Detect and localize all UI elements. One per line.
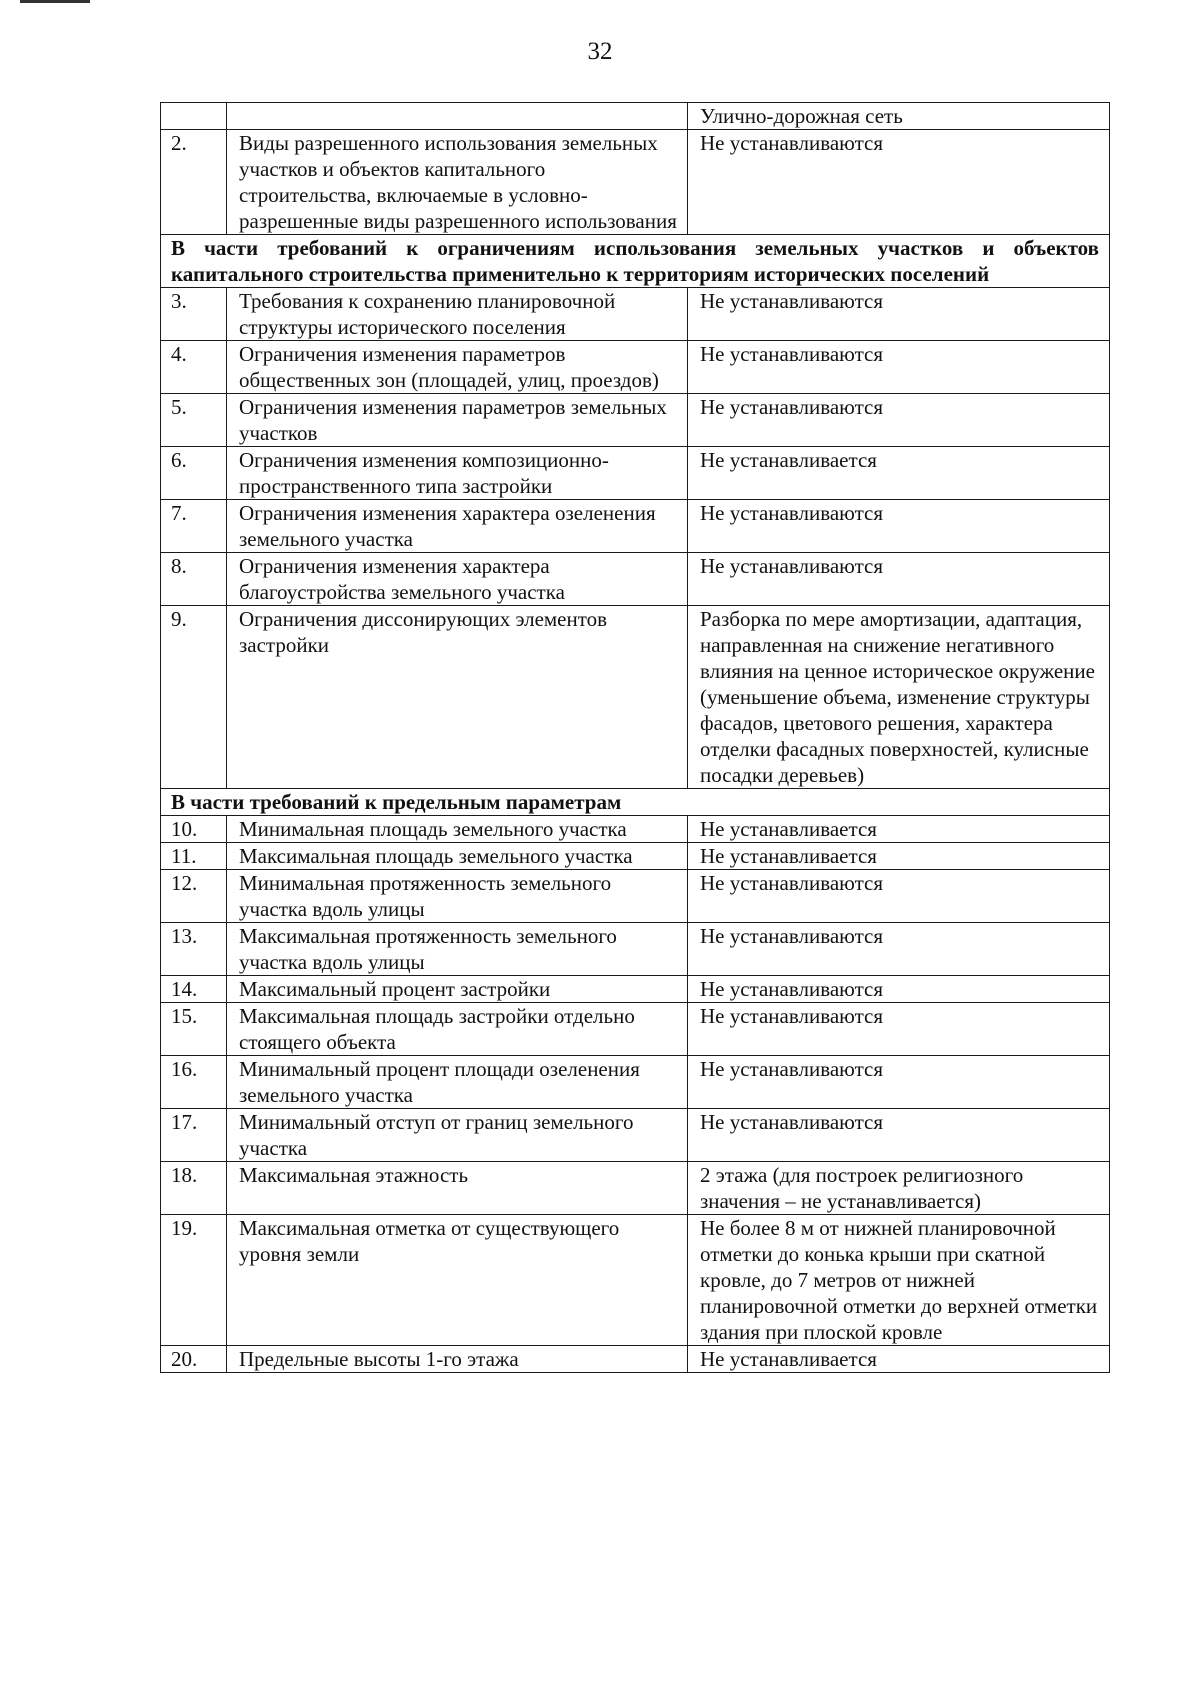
row-number: 20. — [161, 1346, 227, 1373]
row-value: Не устанавливаются — [688, 870, 1110, 923]
table-row — [161, 553, 1110, 606]
table-row — [161, 923, 1110, 976]
table-row — [161, 1162, 1110, 1215]
row-parameter: Минимальный отступ от границ земельного участка — [227, 1109, 688, 1162]
row-value: Не устанавливаются — [688, 553, 1110, 606]
row-parameter: Минимальная площадь земельного участка — [227, 816, 688, 843]
row-number: 18. — [161, 1162, 227, 1215]
row-value: Не устанавливается — [688, 816, 1110, 843]
row-parameter: Ограничения диссонирующих элементов застройки — [227, 606, 688, 789]
row-number: 5. — [161, 394, 227, 447]
row-value: Не устанавливаются — [688, 341, 1110, 394]
table-row — [161, 1003, 1110, 1056]
row-value: Разборка по мере амортизации, адаптация, направленная на снижение негативного влияния на ценное историческое окружение (уменьшение объема, изменение структуры фасадов, цветового решения, характера отделки фасадных поверхностей, кулисные посадки деревьев) — [688, 606, 1110, 789]
row-value: Не устанавливаются — [688, 1056, 1110, 1109]
table-row — [161, 130, 1110, 235]
table-row — [161, 606, 1110, 789]
row-parameter: Максимальная протяженность земельного участка вдоль улицы — [227, 923, 688, 976]
row-value: Не устанавливаются — [688, 130, 1110, 235]
row-value: Не устанавливается — [688, 447, 1110, 500]
row-number: 7. — [161, 500, 227, 553]
row-parameter: Предельные высоты 1-го этажа — [227, 1346, 688, 1373]
table-row — [161, 1346, 1110, 1373]
row-number: 14. — [161, 976, 227, 1003]
row-parameter: Максимальная площадь застройки отдельно стоящего объекта — [227, 1003, 688, 1056]
row-number — [161, 103, 227, 130]
row-value: Не устанавливаются — [688, 923, 1110, 976]
row-number: 6. — [161, 447, 227, 500]
row-parameter: Требования к сохранению планировочной структуры исторического поселения — [227, 288, 688, 341]
table-row — [161, 976, 1110, 1003]
section-heading-limits: В части требований к предельным параметрам — [161, 789, 1110, 816]
row-parameter: Максимальная этажность — [227, 1162, 688, 1215]
row-number: 11. — [161, 843, 227, 870]
row-value: Не устанавливаются — [688, 288, 1110, 341]
row-number: 19. — [161, 1215, 227, 1346]
row-parameter: Ограничения изменения параметров земельных участков — [227, 394, 688, 447]
row-parameter: Максимальный процент застройки — [227, 976, 688, 1003]
row-parameter: Ограничения изменения параметров общественных зон (площадей, улиц, проездов) — [227, 341, 688, 394]
row-value: Не устанавливаются — [688, 1003, 1110, 1056]
table-row — [161, 394, 1110, 447]
row-value: Улично-дорожная сеть — [688, 103, 1110, 130]
row-number: 3. — [161, 288, 227, 341]
row-parameter: Минимальная протяженность земельного участка вдоль улицы — [227, 870, 688, 923]
table-row — [161, 341, 1110, 394]
section-heading-historic: В части требований к ограничениям использования земельных участков и объектов капитального строительства применительно к территориям исторических поселений — [161, 235, 1110, 288]
row-number: 2. — [161, 130, 227, 235]
row-number: 13. — [161, 923, 227, 976]
row-value: Не более 8 м от нижней планировочной отметки до конька крыши при скатной кровле, до 7 метров от нижней планировочной отметки до верхней отметки здания при плоской кровле — [688, 1215, 1110, 1346]
row-number: 4. — [161, 341, 227, 394]
row-number: 15. — [161, 1003, 227, 1056]
row-number: 9. — [161, 606, 227, 789]
row-number: 17. — [161, 1109, 227, 1162]
row-number: 12. — [161, 870, 227, 923]
table-row — [161, 870, 1110, 923]
regulations-table — [160, 102, 1110, 1373]
row-value: Не устанавливаются — [688, 976, 1110, 1003]
row-value: Не устанавливаются — [688, 1109, 1110, 1162]
table-row — [161, 103, 1110, 130]
row-parameter: Виды разрешенного использования земельных участков и объектов капитального строительства, включаемые в условно-разрешенные виды разрешенного использования — [227, 130, 688, 235]
table-row — [161, 1215, 1110, 1346]
row-parameter: Минимальный процент площади озеленения земельного участка — [227, 1056, 688, 1109]
table-row — [161, 843, 1110, 870]
table-row — [161, 816, 1110, 843]
row-parameter — [227, 103, 688, 130]
table-row — [161, 447, 1110, 500]
row-number: 16. — [161, 1056, 227, 1109]
row-number: 10. — [161, 816, 227, 843]
row-parameter: Ограничения изменения композиционно-пространственного типа застройки — [227, 447, 688, 500]
table-row — [161, 288, 1110, 341]
table-row — [161, 500, 1110, 553]
page-number: 32 — [587, 38, 613, 65]
row-value: Не устанавливаются — [688, 394, 1110, 447]
row-parameter: Максимальная площадь земельного участка — [227, 843, 688, 870]
row-value: Не устанавливается — [688, 843, 1110, 870]
row-parameter: Ограничения изменения характера озеленения земельного участка — [227, 500, 688, 553]
section-row — [161, 789, 1110, 816]
row-number: 8. — [161, 553, 227, 606]
row-value: 2 этажа (для построек религиозного значения – не устанавливается) — [688, 1162, 1110, 1215]
row-value: Не устанавливаются — [688, 500, 1110, 553]
row-parameter: Ограничения изменения характера благоустройства земельного участка — [227, 553, 688, 606]
row-parameter: Максимальная отметка от существующего уровня земли — [227, 1215, 688, 1346]
row-value: Не устанавливается — [688, 1346, 1110, 1373]
table-row — [161, 1056, 1110, 1109]
table-row — [161, 1109, 1110, 1162]
scan-corner-mark — [20, 0, 90, 3]
section-row — [161, 235, 1110, 288]
